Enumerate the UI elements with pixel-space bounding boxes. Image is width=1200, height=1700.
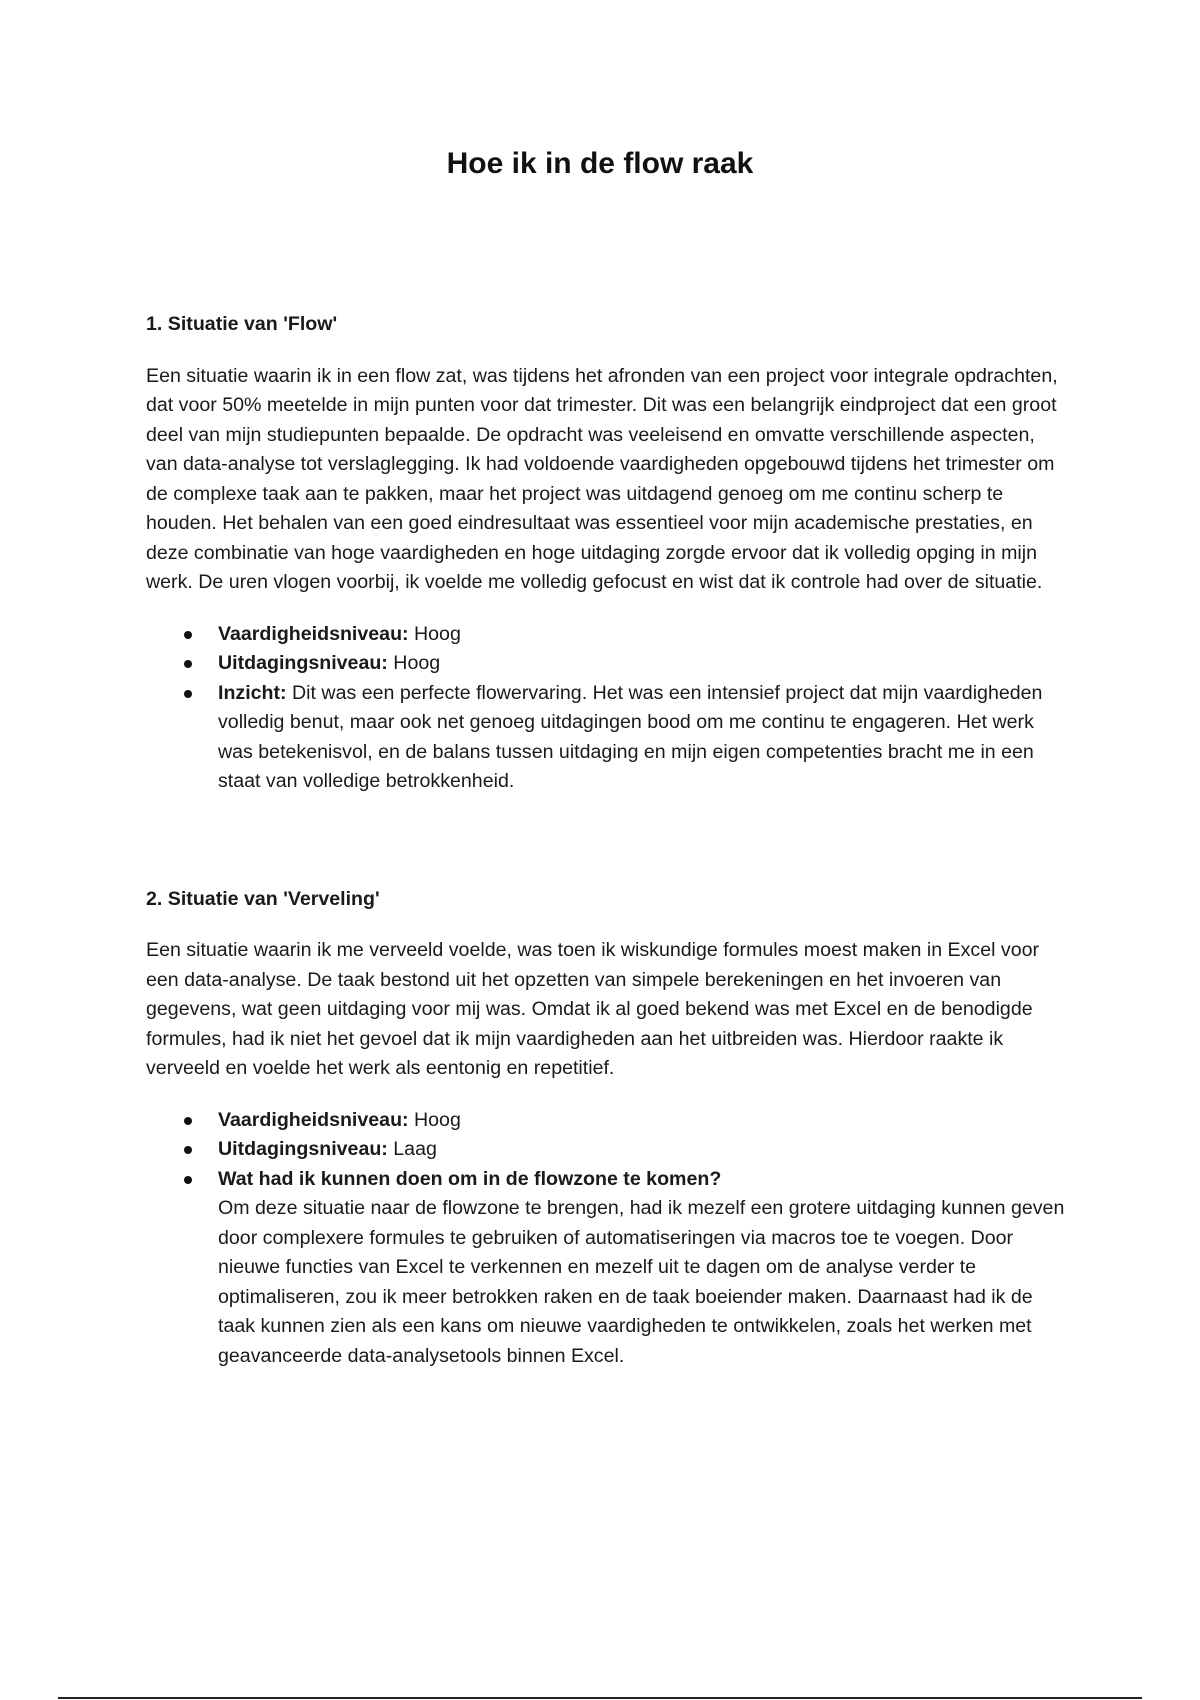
bullet-text: Laag [387,1138,437,1160]
bullet-label: Vaardigheidsniveau: [218,1108,409,1131]
bullet-text: Om deze situatie naar de flowzone te brengen, had ik mezelf een grotere uitdaging kunnen geven door complexere formules te gebruiken of automatiseringen via macros toe te voegen. Door nieuwe functies van Excel te verkennen en mezelf uit te dagen om de analyse verder te optimaliseren, zou ik meer betrokken raken en de taak boeiender maken. Daarnaast had ik de taak kunnen zien als een kans om nieuwe vaardigheden te ontwikkelen, zoals het werken met geavanceerde data-analysetools binnen Excel. [218,1197,1065,1367]
section-heading: 1. Situatie van 'Flow' [146,313,338,335]
section-heading: 2. Situatie van 'Verveling' [146,887,380,910]
list-item [218,679,1066,797]
bullet-label: Uitdagingsniveau: [218,652,388,674]
section-verveling [146,885,1066,1372]
list-item [218,1106,1066,1136]
bullet-label: Uitdagingsniveau: [218,1138,388,1160]
page-title: Hoe ik in de flow raak [446,147,754,180]
bullet-label: Inzicht: [218,681,287,704]
bullet-label: Vaardigheidsniveau: [218,622,409,645]
bullet-list [146,620,1066,797]
bullet-text: Dit was een perfecte flowervaring. Het was een intensief project dat mijn vaardigheden volledig benut, maar ook net genoeg uitdagingen bood om me continu te engageren. Het werk was betekenisvol, en de balans tussen uitdaging en mijn eigen competenties bracht me in een staat van volledige betrokkenheid. [218,681,1043,792]
bullet-icon [184,1146,192,1154]
section-paragraph: Een situatie waarin ik in een flow zat, was tijdens het afronden van een project voor integrale opdrachten, dat voor 50% meetelde in mijn punten voor dat trimester. Dit was een belangrijk eindproject dat een groot deel van mijn studiepunten bepaalde. De opdracht was veeleisend en omvatte verschillende aspecten, van data-analyse tot verslaglegging. Ik had voldoende vaardigheden opgebouwd tijdens het trimester om de complexe taak aan te pakken, maar het project was uitdagend genoeg om me continu scherp te houden. Het behalen van een goed eindresultaat was essentieel voor mijn academische prestaties, en deze combinatie van hoge vaardigheden en hoge uitdaging zorgde ervoor dat ik volledig opging in mijn werk. De uren vlogen voorbij, ik voelde me volledig gefocust en wist dat ik controle had over de situatie. [146,364,1058,593]
bullet-text: Hoog [408,622,461,645]
bullet-icon [184,1117,192,1125]
list-item [218,649,1066,679]
list-item [218,1135,1066,1165]
bullet-icon [184,631,192,639]
bullet-icon [184,1176,192,1184]
list-item [218,620,1066,650]
bullet-text: Hoog [408,1108,461,1131]
bullet-text: Hoog [387,652,441,674]
section-flow [146,310,1066,797]
section-paragraph: Een situatie waarin ik me verveeld voelde, was toen ik wiskundige formules moest maken in Excel voor een data-analyse. De taak bestond uit het opzetten van simpele berekeningen en het invoeren van gegevens, wat geen uitdaging voor mij was. Omdat ik al goed bekend was met Excel en de benodigde formules, had ik niet het gevoel dat ik mijn vaardigheden aan het uitbreiden was. Hierdoor raakte ik verveeld en voelde het werk als eentonig en repetitief. [146,939,1040,1079]
bullet-icon [184,690,192,698]
bullet-label: Wat had ik kunnen doen om in de flowzone te komen? [218,1167,722,1190]
bullet-icon [184,660,192,668]
page-bottom-divider [58,1697,1142,1699]
list-item [218,1165,1066,1372]
document-body [146,310,1066,1371]
bullet-list [146,1106,1066,1372]
